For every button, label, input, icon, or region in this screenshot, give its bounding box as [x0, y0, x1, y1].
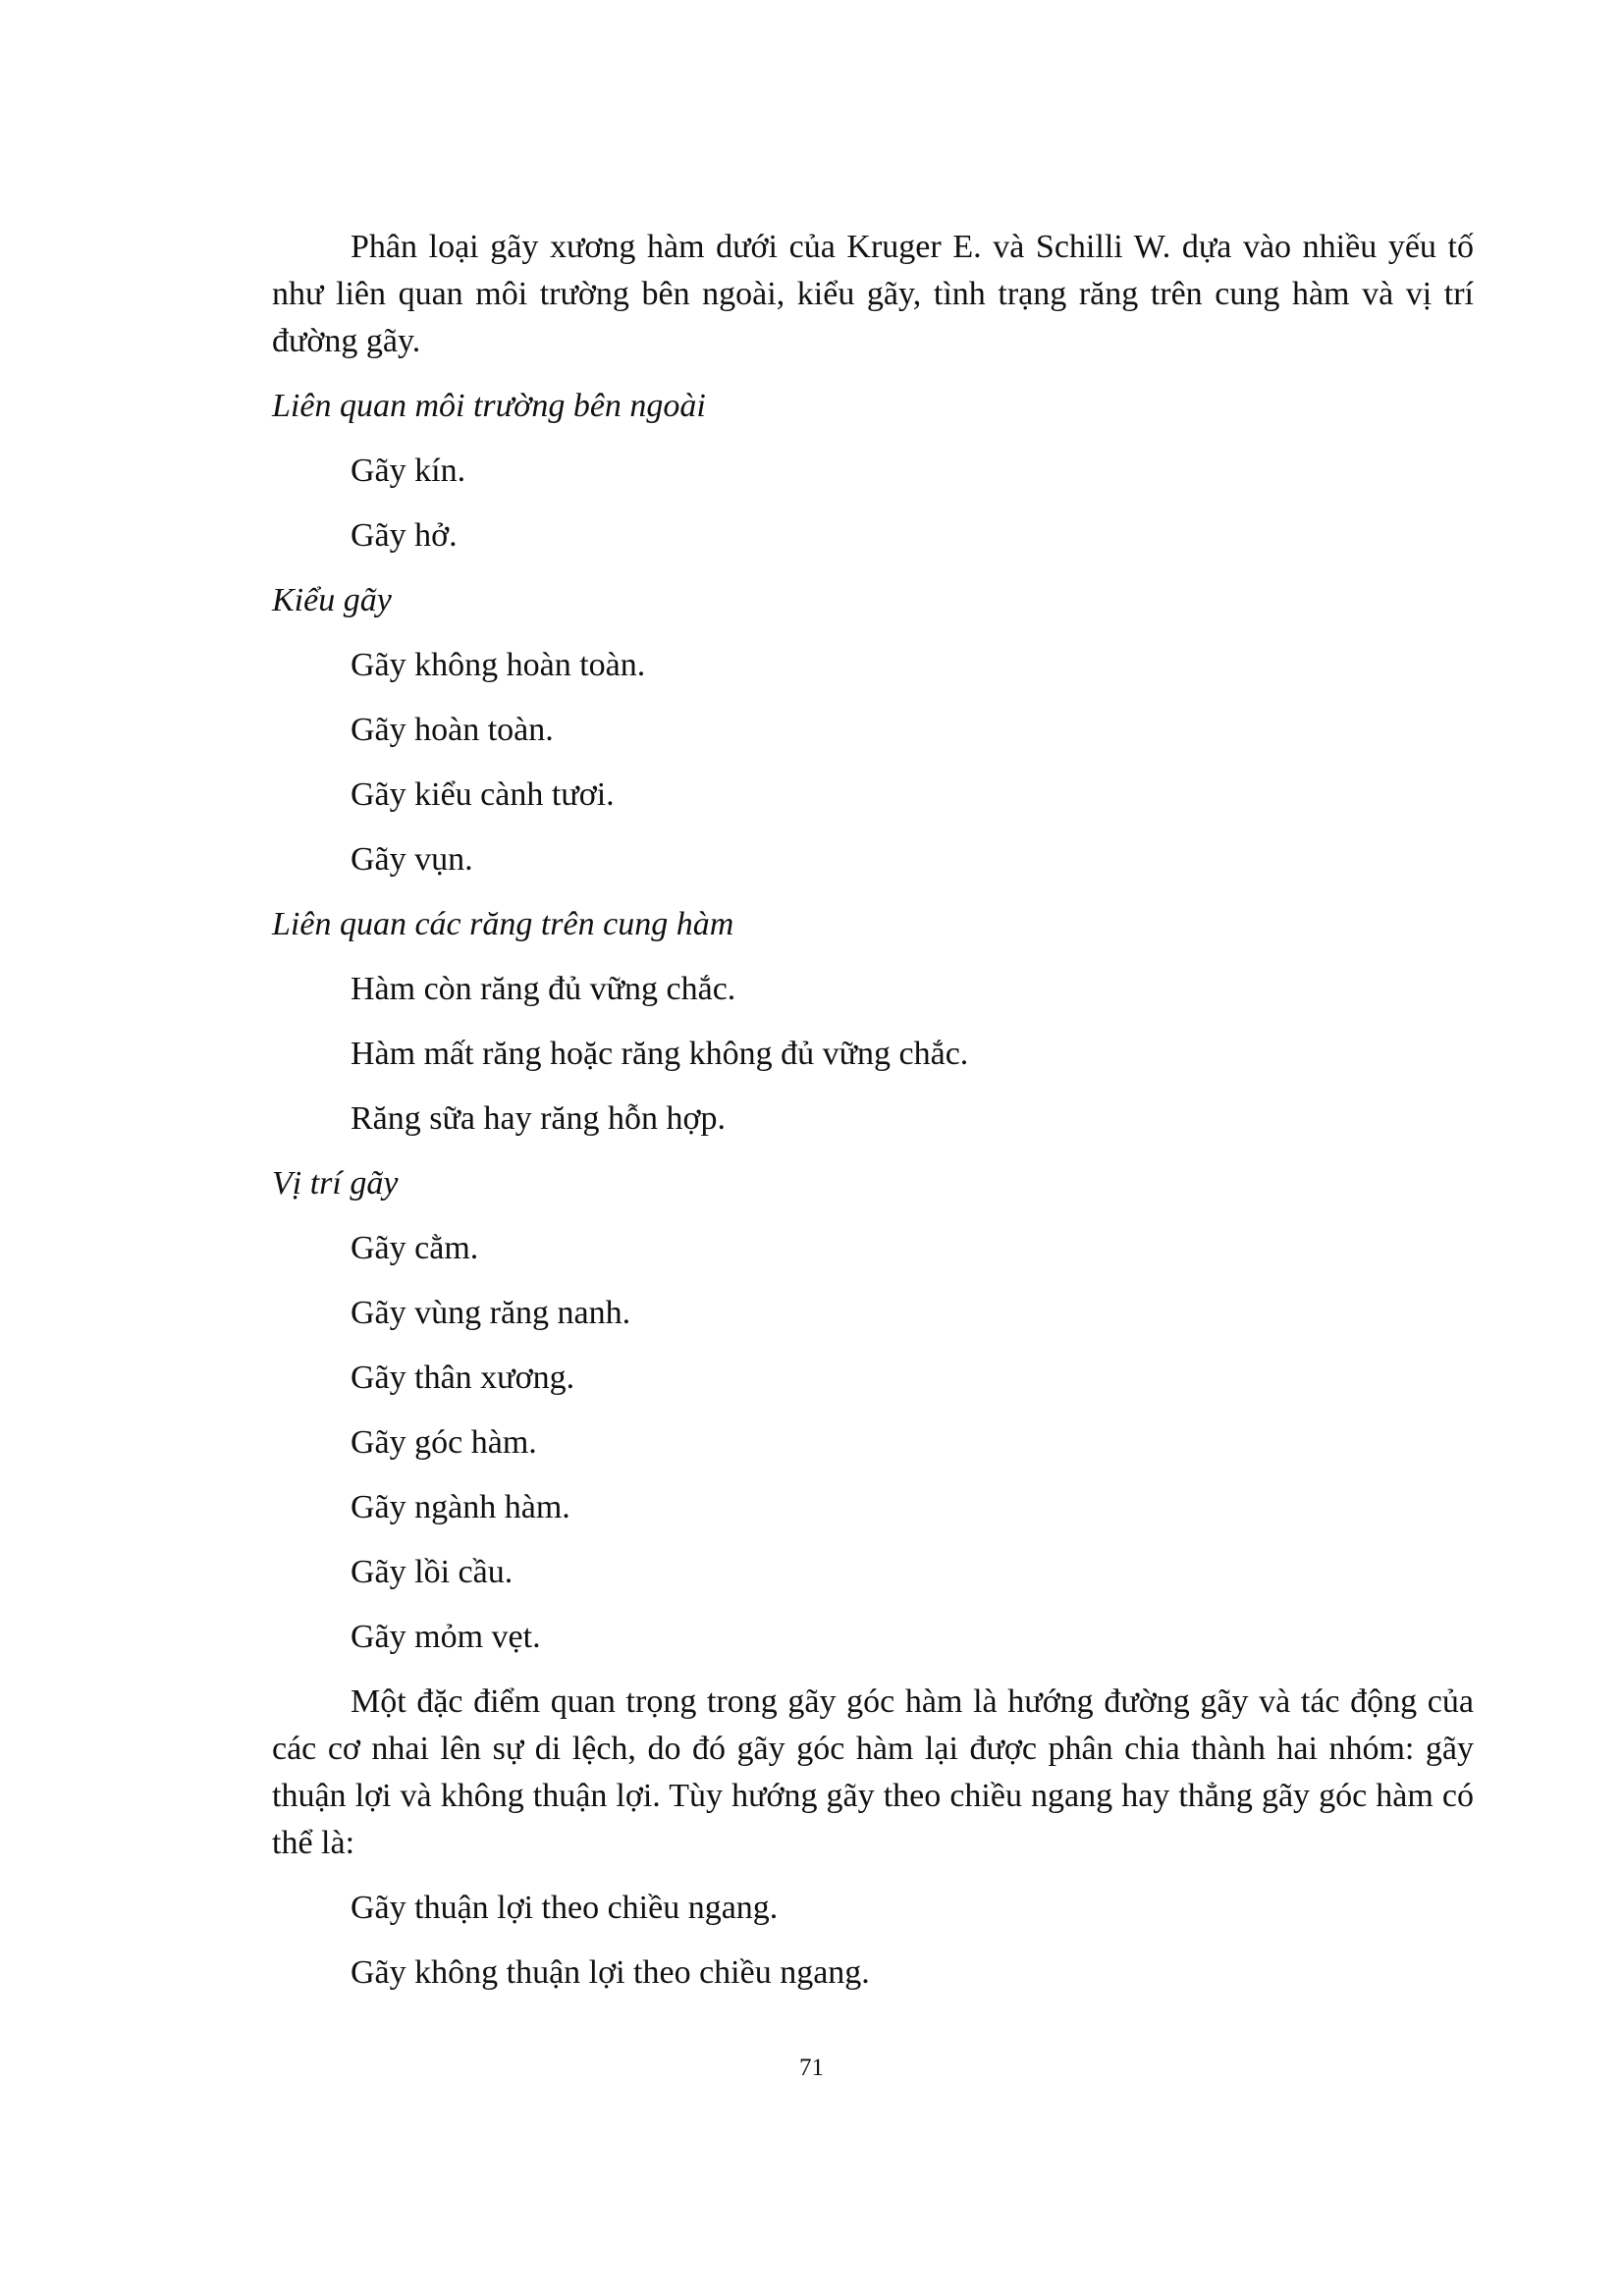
list-item: Gãy thân xương.: [351, 1360, 575, 1396]
section-heading-location: Vị trí gãy: [272, 1165, 399, 1201]
closing-paragraph: Một đặc điểm quan trọng trong gãy góc hàm là hướng đường gãy và tác động của các cơ nhai lên sự di lệch, do đó gãy góc hàm lại được phân chia thành hai nhóm: gãy thuận lợi và không thuận lợi. Tùy hướng gãy theo chiều ngang hay thẳng gãy góc hàm có thể là:: [272, 1683, 1474, 1861]
section-heading-teeth: Liên quan các răng trên cung hàm: [272, 906, 734, 942]
list-item: Gãy vùng răng nanh.: [351, 1295, 631, 1331]
list-item: Gãy kín.: [351, 453, 466, 489]
list-item: Gãy ngành hàm.: [351, 1489, 570, 1525]
list-item: Gãy không thuận lợi theo chiều ngang.: [351, 1954, 870, 1991]
section-heading-environment: Liên quan môi trường bên ngoài: [272, 388, 706, 424]
section-heading-fracture-type: Kiểu gãy: [272, 582, 392, 618]
list-item: Hàm còn răng đủ vững chắc.: [351, 971, 736, 1007]
list-item: Gãy lồi cầu.: [351, 1554, 514, 1590]
list-item: Gãy cằm.: [351, 1230, 479, 1266]
list-item: Gãy không hoàn toàn.: [351, 647, 646, 683]
page-body: [272, 224, 1474, 2014]
list-item: Gãy vụn.: [351, 841, 473, 878]
list-item: Gãy mỏm vẹt.: [351, 1619, 541, 1655]
list-item: Gãy hoàn toàn.: [351, 712, 554, 748]
list-item: Răng sữa hay răng hỗn hợp.: [351, 1100, 727, 1137]
list-item: Hàm mất răng hoặc răng không đủ vững chắc.: [351, 1036, 969, 1072]
page-number: 71: [799, 2055, 824, 2081]
list-item: Gãy thuận lợi theo chiều ngang.: [351, 1890, 779, 1926]
list-item: Gãy hở.: [351, 517, 458, 554]
list-item: Gãy kiểu cành tươi.: [351, 776, 615, 813]
list-item: Gãy góc hàm.: [351, 1424, 537, 1461]
intro-paragraph: Phân loại gãy xương hàm dưới của Kruger E. và Schilli W. dựa vào nhiều yếu tố như liên quan môi trường bên ngoài, kiểu gãy, tình trạng răng trên cung hàm và vị trí đường gãy.: [272, 229, 1474, 359]
